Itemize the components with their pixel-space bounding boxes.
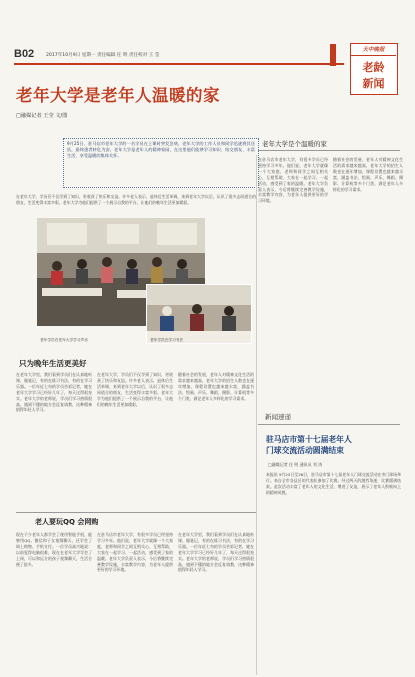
brand-line2: 新闻	[362, 77, 385, 90]
page-header	[14, 43, 344, 65]
right-col-2: 随着社会的发展，老年人对精神文化生活的需求越来越高，老年大学的招生人数也在逐年增加，课程设置也越来越丰富，涵盖书法、绘画、声乐、舞蹈、摄影、计算机等多个门类，满足老年人多样化的学习需求。	[333, 157, 403, 192]
article-lead: 9月25日，驻马店市老年大学的一名学员在上课时突发急病，老年大学的工作人员和同学迅速将其送医，最终患者转危为安。老年大学是老年人的精神家园，在这里他们能够学习知识、结交朋友、丰富生活，享受温暖的集体关怀。	[67, 141, 255, 159]
bottom-col-2: 在驻马店市老年大学，有很多学员已经坚持学习多年。他们说，老年大学就像一个大家庭，老师和同学之间互相关心、互相帮助，大家在一起学习、一起活动，感受到了家的温暖。老年大学负责人表示，今后将继续完善教学设施，丰富教学内容，为老年人提供更好的学习环境。	[97, 532, 173, 573]
photo-caption-2: 老年学员在学习书法	[150, 338, 184, 342]
calligraphy-photo	[146, 284, 252, 344]
news-headline-1: 驻马店市第十七届老年人	[266, 435, 352, 444]
news-headline-2: 门球交流活动圆满结束	[266, 446, 344, 455]
brand-line1: 老龄	[362, 61, 385, 74]
bottom-col-1: 现在不少老年人都学会了使用智能手机，能够用QQ、微信和子女视频聊天，还学会了网上购物、手机支付。一位学员高兴地说：以前觉得电脑很难，现在在老年大学学会了上网，可以和远方的孩子视频聊天，生活方便了很多。	[16, 532, 92, 567]
article-subhead: 老年大学是个温暖的家	[262, 140, 327, 148]
news-body: 本报讯 9月25日至26日，驻马店市第十七届老年人门球交流活动在市门球场举行。来自全市各县区的代表队参加了比赛。经过两天的激烈角逐，比赛圆满结束。此次活动丰富了老年人的文化生活，增进了友谊，展示了老年人积极向上的精神风貌。	[266, 472, 401, 495]
section-heading-1: 只为晚年生活更美好	[19, 359, 87, 368]
column-divider	[256, 155, 257, 675]
news-byline: □融媒记者 任 明 通讯员 刘 涛	[268, 462, 323, 467]
section-divider	[16, 512, 256, 513]
subhead-divider	[258, 150, 400, 151]
news-divider	[258, 424, 400, 425]
section-brand-box	[350, 43, 398, 95]
header-accent-bar	[330, 44, 336, 66]
brand-masthead: 天中晚报	[351, 44, 396, 56]
body-col-2: 在老年大学，学员们不仅学到了知识，更收获了快乐和友谊。许多老人表示，退休后生活单调，来到老年大学以后，认识了很多志同道合的朋友，生活变得丰富多彩。老年大学为他们提供了一个展示自我的平台，让他们的晚年生活更加精彩。	[97, 372, 173, 407]
lead-followup-text: 在老年大学，学员们不仅学到了知识，更收获了快乐和友谊。许多老人表示，退休后生活单调，来到老年大学以后，认识了很多志同道合的朋友，生活变得丰富多彩。老年大学为他们提供了一个展示自我的平台，让他们的晚年生活更加精彩。	[16, 194, 256, 205]
header-meta: 2017年10月9日 星期一 责任编辑 任 明 责任校对 王 莹	[46, 53, 160, 58]
right-col-1: 在驻马店市老年大学，有很多学员已经坚持学习多年。他们说，老年大学就像一个大家庭，老师和同学之间互相关心、互相帮助，大家在一起学习、一起活动，感受到了家的温暖。老年大学负责人表示，今后将继续完善教学设施，丰富教学内容，为老年人提供更好的学习环境。	[258, 157, 328, 204]
body-col-1: 在老年大学里，我们看到学员们在认真地听课、做笔记，有的在练习书法，有的在学习乐器。一位年近七旬的学员告诉记者，她在老年大学学习已经好几年了，每天过得很充实。老年大学的老师说，学员们学习热情很高，遇到不懂的地方会反复请教，这种精神值得年轻人学习。	[16, 372, 92, 413]
article-byline: □融媒记者 王莹 文/图	[16, 113, 68, 119]
page-number: B02	[14, 48, 35, 60]
calligraphy-photo-image	[147, 285, 252, 344]
bottom-col-3: 在老年大学里，我们看到学员们在认真地听课、做笔记，有的在练习书法，有的在学习乐器。一位年近七旬的学员告诉记者，她在老年大学学习已经好几年了，每天过得很充实。老年大学的老师说，学员们学习热情很高，遇到不懂的地方会反复请教，这种精神值得年轻人学习。	[178, 532, 254, 573]
photo-caption-1: 老年学员在老年大学学习声乐	[40, 338, 88, 342]
news-section-label: 新闻速递	[265, 413, 291, 421]
article-lead-box	[63, 138, 259, 188]
article-title: 老年大学是老年人温暖的家	[16, 86, 220, 105]
body-col-3: 随着社会的发展，老年人对精神文化生活的需求越来越高，老年大学的招生人数也在逐年增加，课程设置也越来越丰富，涵盖书法、绘画、声乐、舞蹈、摄影、计算机等多个门类，满足老年人多样化的学习需求。	[178, 372, 254, 401]
section-heading-2: 老人要玩QQ 会网购	[35, 518, 99, 526]
